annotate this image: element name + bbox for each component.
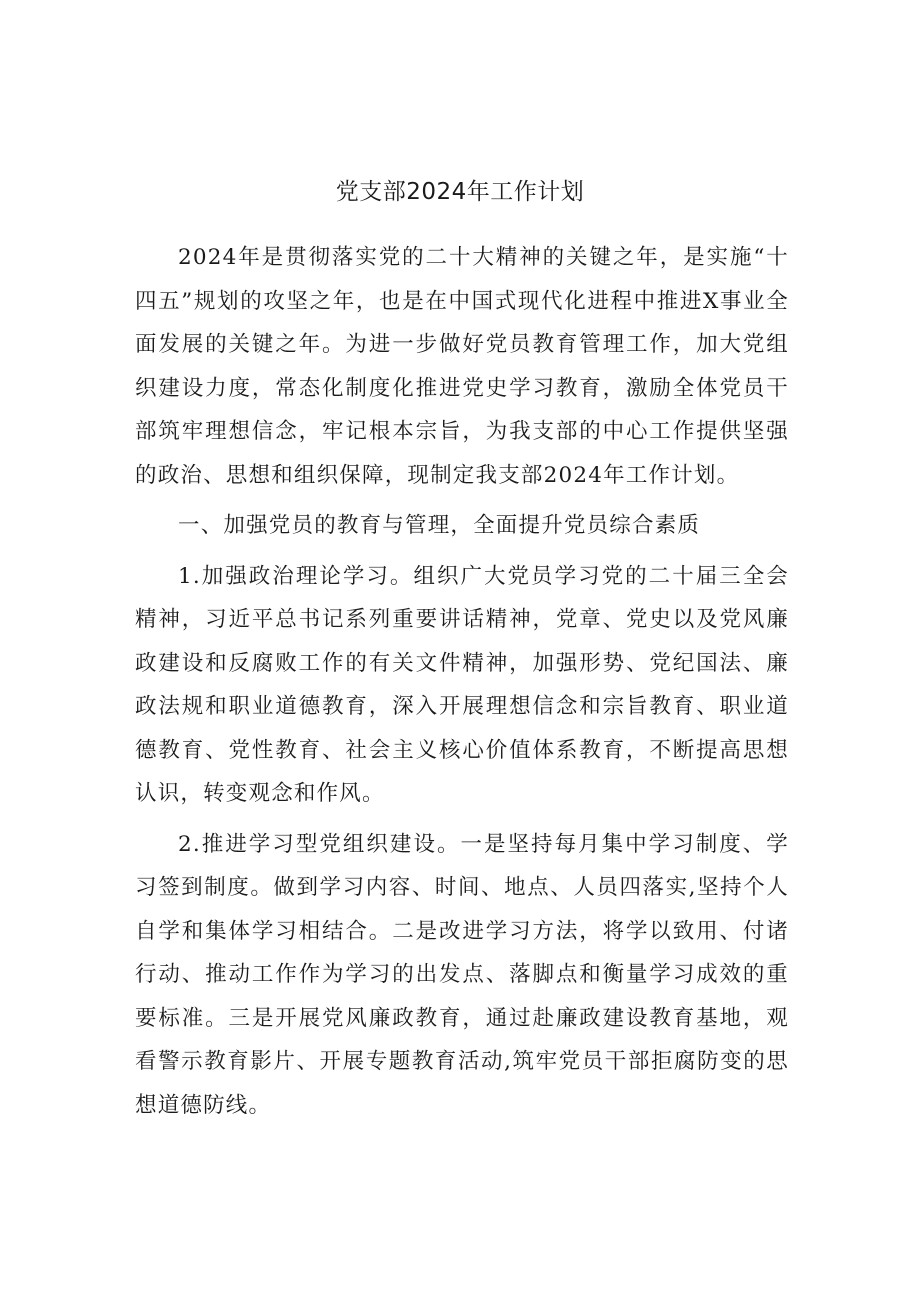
document-title: 党支部2024年工作计划 — [335, 179, 585, 205]
item-paragraph-2: 2.推进学习型党组织建设。一是坚持每月集中学习制度、学习签到制度。做到学习内容、时间、地点、人员四落实,坚持个人自学和集体学习相结合。二是改进学习方法，将学以致用、付诸行动、推动工作作为学习的出发点、落脚点和衡量学习成效的重要标准。三是开展党风廉政教育，通过赴廉政建设教育基地，观看警示教育影片、开展专题教育活动,筑牢党员干部拒腐防变的思想道德防线。 — [135, 831, 789, 1118]
section-heading-1: 一、加强党员的教育与管理，全面提升党员综合素质 — [178, 513, 701, 538]
item-paragraph-1: 1.加强政治理论学习。组织广大党员学习党的二十届三全会精神，习近平总书记系列重要讲话精神，党章、党史以及党风廉政建设和反腐败工作的有关文件精神，加强形势、党纪国法、廉政法规和职业道德教育，深入开展理想信念和宗旨教育、职业道德教育、党性教育、社会主义核心价值体系教育，不断提高思想认识，转变观念和作风。 — [135, 563, 789, 806]
intro-paragraph: 2024年是贯彻落实党的二十大精神的关键之年，是实施“十四五”规划的攻坚之年，也是在中国式现代化进程中推进X事业全面发展的关键之年。为进一步做好党员教育管理工作，加大党组织建设力度，常态化制度化推进党史学习教育，激励全体党员干部筑牢理想信念，牢记根本宗旨，为我支部的中心工作提供坚强的政治、思想和组织保障，现制定我支部2024年工作计划。 — [135, 245, 789, 488]
document-body — [135, 236, 789, 1127]
